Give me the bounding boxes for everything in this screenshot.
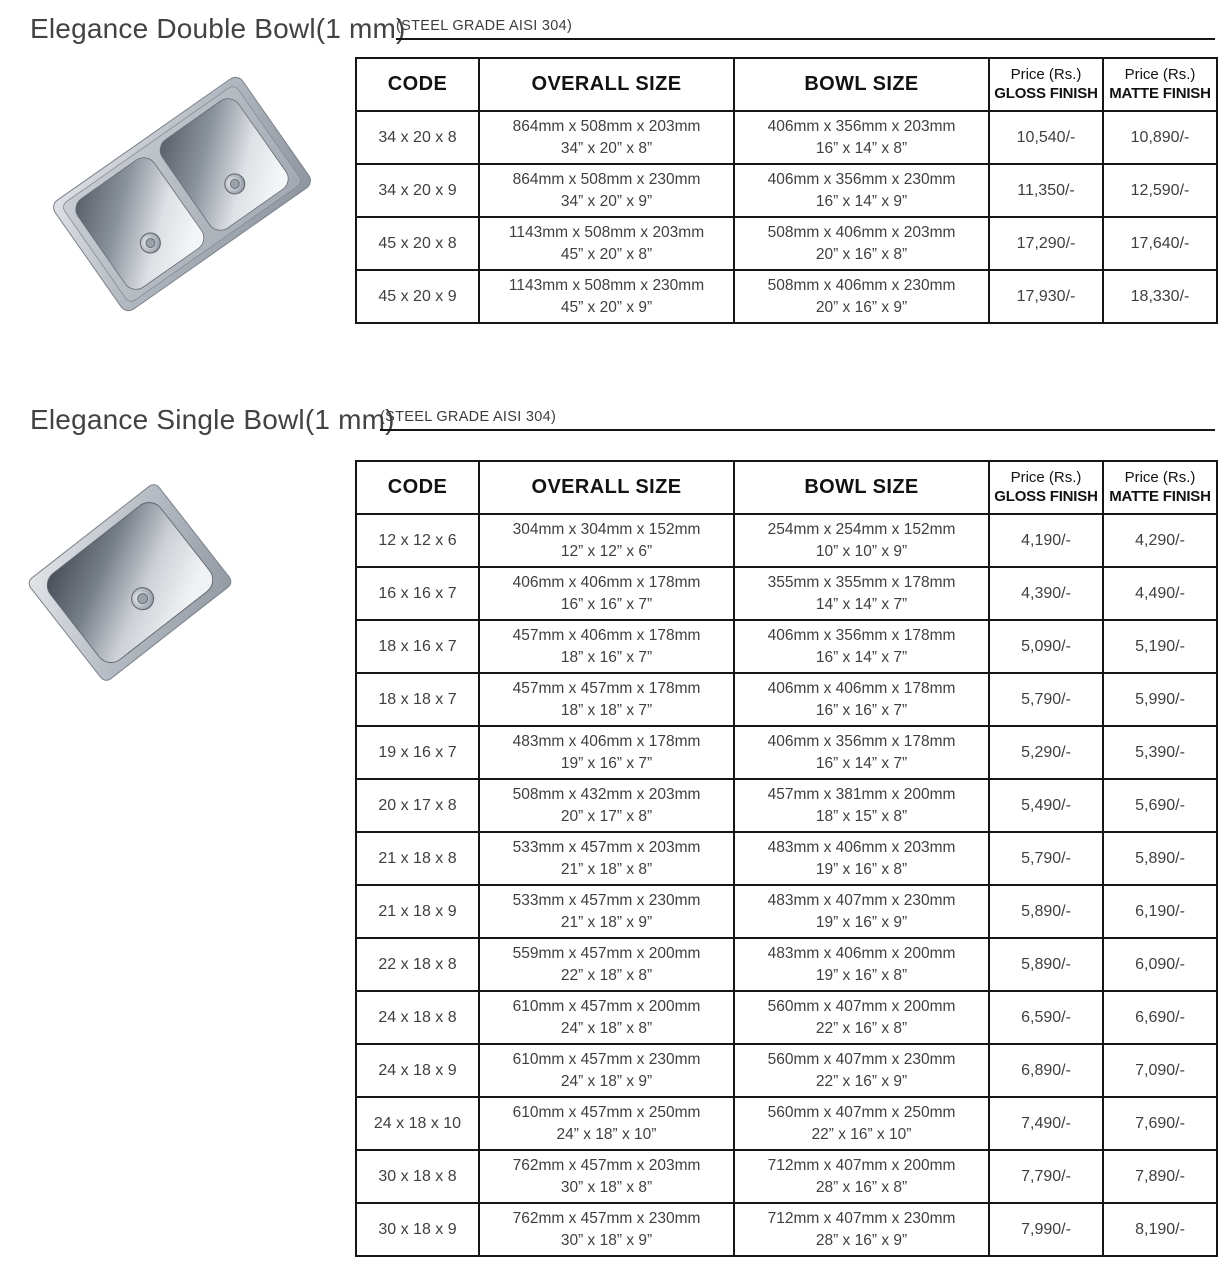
overall-size-inch: 45” x 20” x 8” [560, 245, 653, 263]
gloss-finish-header [989, 58, 1103, 111]
table-row [356, 885, 1217, 938]
bowl-size-mm: 560mm x 407mm x 200mm [767, 997, 956, 1015]
overall-size-cell [479, 217, 734, 270]
gloss-finish-label: GLOSS FINISH [994, 84, 1098, 102]
bowl-size-mm: 483mm x 407mm x 230mm [767, 891, 956, 909]
bowl-size-mm: 406mm x 356mm x 178mm [767, 626, 956, 644]
table-row [356, 726, 1217, 779]
matte-finish-label: MATTE FINISH [1109, 84, 1211, 102]
section-title-single-bowl: Elegance Single Bowl(1 mm) [30, 404, 395, 435]
bowl-size-mm: 254mm x 254mm x 152mm [767, 520, 956, 538]
section-title-double-bowl: Elegance Double Bowl(1 mm) [30, 13, 406, 44]
overall-size-mm: 483mm x 406mm x 178mm [512, 732, 701, 750]
code-cell: 21 x 18 x 9 [356, 885, 479, 938]
matte-price-cell: 6,690/- [1103, 991, 1217, 1044]
price-rs-label: Price (Rs.) [1010, 468, 1082, 486]
code-cell: 30 x 18 x 9 [356, 1203, 479, 1256]
bowl-size-mm: 560mm x 407mm x 250mm [767, 1103, 956, 1121]
bowl-size-inch: 10” x 10” x 9” [815, 542, 908, 560]
matte-finish-header [1103, 461, 1217, 514]
bowl-size-cell [734, 1150, 989, 1203]
overall-size-cell [479, 779, 734, 832]
code-cell: 34 x 20 x 9 [356, 164, 479, 217]
overall-size-header: OVERALL SIZE [479, 461, 734, 514]
bowl-size-header: BOWL SIZE [734, 58, 989, 111]
table-row [356, 567, 1217, 620]
code-cell: 21 x 18 x 8 [356, 832, 479, 885]
gloss-finish-label: GLOSS FINISH [994, 487, 1098, 505]
gloss-price-cell: 7,790/- [989, 1150, 1103, 1203]
bowl-size-inch: 16” x 14” x 8” [815, 139, 908, 157]
bowl-size-cell [734, 1097, 989, 1150]
overall-size-mm: 610mm x 457mm x 230mm [512, 1050, 701, 1068]
overall-size-cell [479, 1044, 734, 1097]
overall-size-inch: 34” x 20” x 8” [560, 139, 653, 157]
overall-size-cell [479, 164, 734, 217]
overall-size-cell [479, 620, 734, 673]
overall-size-inch: 45” x 20” x 9” [560, 298, 653, 316]
matte-price-cell: 5,990/- [1103, 673, 1217, 726]
table-row [356, 991, 1217, 1044]
table-row [356, 164, 1217, 217]
price-rs-label: Price (Rs.) [1010, 65, 1082, 83]
overall-size-cell [479, 885, 734, 938]
code-cell: 24 x 18 x 10 [356, 1097, 479, 1150]
table-row [356, 832, 1217, 885]
matte-price-cell: 4,490/- [1103, 567, 1217, 620]
code-cell: 30 x 18 x 8 [356, 1150, 479, 1203]
code-cell: 45 x 20 x 9 [356, 270, 479, 323]
price-rs-label: Price (Rs.) [1124, 65, 1196, 83]
overall-size-inch: 34” x 20” x 9” [560, 192, 653, 210]
overall-size-mm: 762mm x 457mm x 230mm [512, 1209, 701, 1227]
table-row [356, 514, 1217, 567]
table-row [356, 779, 1217, 832]
overall-size-cell [479, 1150, 734, 1203]
bowl-size-cell [734, 1203, 989, 1256]
bowl-size-cell [734, 726, 989, 779]
matte-price-cell: 18,330/- [1103, 270, 1217, 323]
bowl-size-cell [734, 217, 989, 270]
overall-size-inch: 24” x 18” x 9” [560, 1072, 653, 1090]
gloss-price-cell: 17,290/- [989, 217, 1103, 270]
bowl-size-inch: 16” x 16” x 7” [815, 701, 908, 719]
double-bowl-price-table [355, 57, 1218, 324]
gloss-price-cell: 7,490/- [989, 1097, 1103, 1150]
overall-size-mm: 457mm x 457mm x 178mm [512, 679, 701, 697]
overall-size-mm: 508mm x 432mm x 203mm [512, 785, 701, 803]
bowl-size-inch: 16” x 14” x 7” [815, 754, 908, 772]
bowl-size-mm: 406mm x 356mm x 230mm [767, 170, 956, 188]
matte-finish-label: MATTE FINISH [1109, 487, 1211, 505]
bowl-size-mm: 355mm x 355mm x 178mm [767, 573, 956, 591]
code-cell: 20 x 17 x 8 [356, 779, 479, 832]
overall-size-inch: 12” x 12” x 6” [560, 542, 653, 560]
overall-size-mm: 406mm x 406mm x 178mm [512, 573, 701, 591]
bowl-size-cell [734, 164, 989, 217]
matte-price-cell: 6,190/- [1103, 885, 1217, 938]
bowl-size-inch: 22” x 16” x 8” [815, 1019, 908, 1037]
bowl-size-mm: 406mm x 356mm x 178mm [767, 732, 956, 750]
matte-price-cell: 7,690/- [1103, 1097, 1217, 1150]
overall-size-cell [479, 938, 734, 991]
bowl-size-mm: 406mm x 406mm x 178mm [767, 679, 956, 697]
bowl-size-cell [734, 620, 989, 673]
single-bowl-price-table [355, 460, 1218, 1257]
matte-price-cell: 4,290/- [1103, 514, 1217, 567]
matte-price-cell: 17,640/- [1103, 217, 1217, 270]
overall-size-cell [479, 726, 734, 779]
bowl-size-mm: 406mm x 356mm x 203mm [767, 117, 956, 135]
code-cell: 18 x 16 x 7 [356, 620, 479, 673]
bowl-size-mm: 483mm x 406mm x 200mm [767, 944, 956, 962]
bowl-size-mm: 508mm x 406mm x 203mm [767, 223, 956, 241]
overall-size-header: OVERALL SIZE [479, 58, 734, 111]
bowl-size-cell [734, 567, 989, 620]
bowl-size-cell [734, 885, 989, 938]
bowl-size-cell [734, 991, 989, 1044]
bowl-size-inch: 19” x 16” x 9” [815, 913, 908, 931]
overall-size-cell [479, 673, 734, 726]
gloss-price-cell: 5,790/- [989, 673, 1103, 726]
bowl-size-inch: 22” x 16” x 9” [815, 1072, 908, 1090]
gloss-price-cell: 5,790/- [989, 832, 1103, 885]
table-row [356, 673, 1217, 726]
bowl-size-cell [734, 514, 989, 567]
overall-size-inch: 20” x 17” x 8” [560, 807, 653, 825]
code-cell: 24 x 18 x 8 [356, 991, 479, 1044]
overall-size-inch: 18” x 18” x 7” [560, 701, 653, 719]
matte-price-cell: 7,090/- [1103, 1044, 1217, 1097]
overall-size-mm: 864mm x 508mm x 203mm [512, 117, 701, 135]
gloss-price-cell: 4,390/- [989, 567, 1103, 620]
overall-size-cell [479, 514, 734, 567]
table-row [356, 1044, 1217, 1097]
bowl-size-mm: 712mm x 407mm x 200mm [767, 1156, 956, 1174]
bowl-size-cell [734, 1044, 989, 1097]
bowl-size-cell [734, 832, 989, 885]
bowl-size-inch: 14” x 14” x 7” [815, 595, 908, 613]
table-row [356, 1203, 1217, 1256]
bowl-size-cell [734, 673, 989, 726]
overall-size-cell [479, 567, 734, 620]
sink-bowl [41, 496, 218, 668]
code-cell: 22 x 18 x 8 [356, 938, 479, 991]
overall-size-mm: 457mm x 406mm x 178mm [512, 626, 701, 644]
matte-price-cell: 8,190/- [1103, 1203, 1217, 1256]
table-header-row [356, 58, 1217, 111]
code-cell: 16 x 16 x 7 [356, 567, 479, 620]
overall-size-cell [479, 270, 734, 323]
gloss-price-cell: 6,590/- [989, 991, 1103, 1044]
table-header-row [356, 461, 1217, 514]
bowl-size-inch: 28” x 16” x 8” [815, 1178, 908, 1196]
code-cell: 34 x 20 x 8 [356, 111, 479, 164]
bowl-size-inch: 18” x 15” x 8” [815, 807, 908, 825]
bowl-size-header: BOWL SIZE [734, 461, 989, 514]
steel-grade-rule [396, 17, 1215, 40]
bowl-size-cell [734, 938, 989, 991]
overall-size-inch: 30” x 18” x 8” [560, 1178, 653, 1196]
overall-size-cell [479, 111, 734, 164]
double-bowl-sink-image [48, 72, 316, 316]
matte-price-cell: 5,190/- [1103, 620, 1217, 673]
gloss-price-cell: 5,890/- [989, 885, 1103, 938]
gloss-price-cell: 10,540/- [989, 111, 1103, 164]
table-row [356, 111, 1217, 164]
overall-size-cell [479, 1097, 734, 1150]
matte-price-cell: 5,390/- [1103, 726, 1217, 779]
code-cell: 24 x 18 x 9 [356, 1044, 479, 1097]
bowl-size-cell [734, 270, 989, 323]
gloss-price-cell: 7,990/- [989, 1203, 1103, 1256]
matte-price-cell: 5,690/- [1103, 779, 1217, 832]
overall-size-inch: 19” x 16” x 7” [560, 754, 653, 772]
gloss-price-cell: 5,290/- [989, 726, 1103, 779]
code-cell: 45 x 20 x 8 [356, 217, 479, 270]
bowl-size-mm: 712mm x 407mm x 230mm [767, 1209, 956, 1227]
gloss-price-cell: 4,190/- [989, 514, 1103, 567]
bowl-size-cell [734, 111, 989, 164]
gloss-price-cell: 17,930/- [989, 270, 1103, 323]
overall-size-mm: 864mm x 508mm x 230mm [512, 170, 701, 188]
bowl-size-inch: 20” x 16” x 9” [815, 298, 908, 316]
overall-size-mm: 762mm x 457mm x 203mm [512, 1156, 701, 1174]
bowl-size-mm: 508mm x 406mm x 230mm [767, 276, 956, 294]
matte-price-cell: 5,890/- [1103, 832, 1217, 885]
matte-price-cell: 7,890/- [1103, 1150, 1217, 1203]
overall-size-mm: 610mm x 457mm x 250mm [512, 1103, 701, 1121]
gloss-finish-header [989, 461, 1103, 514]
matte-price-cell: 10,890/- [1103, 111, 1217, 164]
code-cell: 12 x 12 x 6 [356, 514, 479, 567]
overall-size-mm: 1143mm x 508mm x 230mm [508, 276, 705, 294]
table-row [356, 620, 1217, 673]
bowl-size-inch: 16” x 14” x 7” [815, 648, 908, 666]
matte-price-cell: 12,590/- [1103, 164, 1217, 217]
overall-size-mm: 304mm x 304mm x 152mm [512, 520, 701, 538]
overall-size-inch: 16” x 16” x 7” [560, 595, 653, 613]
steel-grade-label: (STEEL GRADE AISI 304) [380, 409, 557, 425]
matte-price-cell: 6,090/- [1103, 938, 1217, 991]
bowl-size-inch: 16” x 14” x 9” [815, 192, 908, 210]
bowl-size-cell [734, 779, 989, 832]
overall-size-inch: 21” x 18” x 9” [560, 913, 653, 931]
code-cell: 19 x 16 x 7 [356, 726, 479, 779]
bowl-size-inch: 28” x 16” x 9” [815, 1231, 908, 1249]
table-row [356, 938, 1217, 991]
code-cell: 18 x 18 x 7 [356, 673, 479, 726]
overall-size-cell [479, 832, 734, 885]
code-header: CODE [356, 58, 479, 111]
overall-size-cell [479, 991, 734, 1044]
gloss-price-cell: 5,890/- [989, 938, 1103, 991]
gloss-price-cell: 11,350/- [989, 164, 1103, 217]
overall-size-inch: 24” x 18” x 8” [560, 1019, 653, 1037]
bowl-size-inch: 19” x 16” x 8” [815, 966, 908, 984]
bowl-size-inch: 20” x 16” x 8” [815, 245, 908, 263]
price-rs-label: Price (Rs.) [1124, 468, 1196, 486]
overall-size-mm: 559mm x 457mm x 200mm [512, 944, 701, 962]
overall-size-inch: 18” x 16” x 7” [560, 648, 653, 666]
gloss-price-cell: 5,090/- [989, 620, 1103, 673]
overall-size-inch: 22” x 18” x 8” [560, 966, 653, 984]
bowl-size-inch: 19” x 16” x 8” [815, 860, 908, 878]
table-row [356, 270, 1217, 323]
overall-size-mm: 1143mm x 508mm x 203mm [508, 223, 705, 241]
gloss-price-cell: 6,890/- [989, 1044, 1103, 1097]
bowl-size-inch: 22” x 16” x 10” [811, 1125, 912, 1143]
steel-grade-label: (STEEL GRADE AISI 304) [396, 18, 573, 34]
overall-size-cell [479, 1203, 734, 1256]
table-row [356, 1097, 1217, 1150]
matte-finish-header [1103, 58, 1217, 111]
overall-size-inch: 21” x 18” x 8” [560, 860, 653, 878]
table-row [356, 217, 1217, 270]
bowl-size-mm: 560mm x 407mm x 230mm [767, 1050, 956, 1068]
overall-size-inch: 24” x 18” x 10” [556, 1125, 657, 1143]
table-row [356, 1150, 1217, 1203]
gloss-price-cell: 5,490/- [989, 779, 1103, 832]
steel-grade-rule [380, 408, 1215, 431]
code-header: CODE [356, 461, 479, 514]
overall-size-mm: 533mm x 457mm x 230mm [512, 891, 701, 909]
overall-size-mm: 533mm x 457mm x 203mm [512, 838, 701, 856]
bowl-size-mm: 483mm x 406mm x 203mm [767, 838, 956, 856]
overall-size-inch: 30” x 18” x 9” [560, 1231, 653, 1249]
single-bowl-sink-image [24, 480, 235, 685]
overall-size-mm: 610mm x 457mm x 200mm [512, 997, 701, 1015]
bowl-size-mm: 457mm x 381mm x 200mm [767, 785, 956, 803]
